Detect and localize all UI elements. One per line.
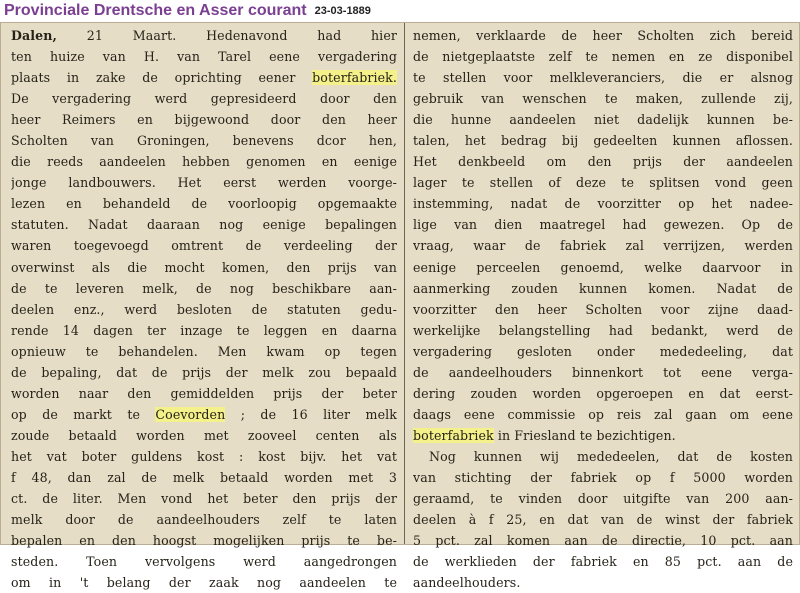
line-text: melk door de aandeelhouders zelf te laten bbox=[11, 512, 397, 528]
article-line bbox=[413, 551, 793, 572]
article-line bbox=[413, 130, 793, 151]
article-line bbox=[11, 109, 397, 130]
article-line bbox=[11, 130, 397, 151]
article-line bbox=[11, 425, 397, 446]
article-line bbox=[11, 67, 397, 88]
article-line bbox=[11, 193, 397, 214]
article-line bbox=[413, 341, 793, 362]
line-text: f 48, dan zal de melk betaald worden met 3 bbox=[11, 469, 397, 485]
line-text: de te leveren melk, de nog beschikbare aan- bbox=[11, 280, 397, 296]
article-line bbox=[413, 425, 793, 446]
line-text: overwinst als die mocht komen, den prijs van bbox=[11, 259, 397, 275]
article-line bbox=[413, 151, 793, 172]
line-text: op de markt te bbox=[11, 406, 156, 422]
article-line bbox=[413, 193, 793, 214]
article-line bbox=[11, 25, 397, 46]
line-text: ; de 16 liter melk bbox=[225, 406, 397, 422]
article-line bbox=[11, 278, 397, 299]
line-text: De vergadering werd gepresideerd door den bbox=[11, 91, 397, 107]
line-text: eenige perceelen genoemd, welke daarvoor in bbox=[413, 259, 793, 275]
article-line bbox=[11, 341, 397, 362]
article-line bbox=[11, 151, 397, 172]
article-line bbox=[413, 488, 793, 509]
line-text: plaats in zake de oprichting eener bbox=[11, 70, 313, 86]
line-text: geraamd, te vinden door uitgifte van 200 aan- bbox=[413, 491, 793, 507]
line-text: statuten. Nadat daaraan nog eenige bepalingen bbox=[11, 217, 397, 233]
line-text: deelen enz., werd besloten de statuten gedu- bbox=[11, 301, 397, 317]
article-line bbox=[413, 320, 793, 341]
article-column-left bbox=[11, 25, 397, 593]
article-line bbox=[11, 572, 397, 593]
line-text: steden. Toen vervolgens werd aangedrongen bbox=[11, 554, 397, 570]
line-text: van stichting der fabriek op f 5000 worden bbox=[413, 469, 793, 485]
article-line bbox=[413, 446, 793, 467]
article-line bbox=[413, 109, 793, 130]
line-text: instemming, nadat de voorzitter op het nadee- bbox=[413, 196, 793, 212]
line-text: aanmerking zouden kunnen komen. Nadat de bbox=[413, 280, 793, 296]
line-text: lige van dien maatregel had gewezen. Op de bbox=[413, 217, 793, 233]
line-text: worden naar den gemiddelden prijs der beter bbox=[11, 385, 397, 401]
line-text: dering zouden worden opgeroepen en dat eerst- bbox=[413, 385, 793, 401]
article-line bbox=[11, 446, 397, 467]
article-line bbox=[413, 235, 793, 256]
line-text: ct. de liter. Men vond het beter den prijs der bbox=[11, 491, 397, 507]
line-text: voorzitter den heer Scholten voor zijne daad- bbox=[413, 301, 793, 317]
article-line bbox=[413, 383, 793, 404]
line-text: gebruik van wenschen te maken, zullende zij, bbox=[413, 91, 793, 107]
line-text: talen, het bedrag bij gedeelten kunnen aflossen. bbox=[413, 133, 793, 149]
line-text: lezen en behandeld de voorloopig opgemaakte bbox=[11, 196, 397, 212]
line-text: heer Reimers en bijgewoond door den heer bbox=[11, 112, 397, 128]
line-text: aandeelhouders. bbox=[413, 575, 521, 591]
line-text: Scholten van Groningen, benevens dcor hen, bbox=[11, 133, 397, 149]
line-text: de aandeelhouders binnenkort tot eene verga- bbox=[413, 364, 793, 380]
article-line bbox=[413, 172, 793, 193]
article-line bbox=[413, 572, 793, 593]
line-text: bepalen en den hoogst mogelijken prijs te be- bbox=[11, 533, 397, 549]
article-line bbox=[413, 467, 793, 488]
line-text: Nog kunnen wij mededeelen, dat de kosten bbox=[429, 448, 793, 464]
highlighted-term: Coevorden bbox=[155, 406, 226, 422]
article-line bbox=[11, 88, 397, 109]
line-text: die hunne aandeelen niet dadelijk kunnen be- bbox=[413, 112, 793, 128]
line-text: die reeds aandeelen hebben genomen en eenige bbox=[11, 154, 397, 170]
line-text: in Friesland te bezichtigen. bbox=[493, 427, 676, 443]
line-text: Het denkbeeld om den prijs der aandeelen bbox=[413, 154, 793, 170]
line-text: jonge landbouwers. Het eerst werden voorge- bbox=[11, 175, 397, 191]
article-line bbox=[413, 67, 793, 88]
article-line bbox=[11, 509, 397, 530]
article-line bbox=[11, 299, 397, 320]
column-divider bbox=[404, 23, 405, 544]
article-line bbox=[11, 257, 397, 278]
article-column-right bbox=[413, 25, 793, 593]
article-line bbox=[413, 404, 793, 425]
newspaper-title: Provinciale Drentsche en Asser courant bbox=[4, 2, 307, 19]
dateline-place: Dalen, bbox=[11, 28, 58, 43]
line-text: opnieuw te behandelen. Men kwam op tegen bbox=[11, 343, 397, 359]
article-line bbox=[11, 46, 397, 67]
line-text: om in 't belang der zaak nog aandeelen te bbox=[11, 575, 397, 591]
line-text: de nietgeplaatste zelf te nemen en ze disponibel bbox=[413, 49, 793, 65]
article-line bbox=[413, 362, 793, 383]
article-line bbox=[413, 257, 793, 278]
highlighted-term: boterfabriek. bbox=[312, 70, 397, 86]
line-text: zoude betaald worden met zooveel centen als bbox=[11, 427, 397, 443]
article-line bbox=[11, 320, 397, 341]
publication-date: 23-03-1889 bbox=[314, 5, 371, 17]
article-line bbox=[413, 530, 793, 551]
page-header bbox=[0, 0, 800, 22]
line-text: te stellen voor melkleveranciers, die er alsnog bbox=[413, 70, 793, 86]
article-line bbox=[413, 278, 793, 299]
line-text: vraag, waar de fabriek zal verrijzen, werden bbox=[413, 238, 793, 254]
article-line bbox=[413, 509, 793, 530]
article-line bbox=[11, 383, 397, 404]
line-text: de bepaling, dat de prijs der melk zou bepaald bbox=[11, 364, 397, 380]
article-line bbox=[11, 488, 397, 509]
line-text: 21 Maart. Hedenavond had hier bbox=[57, 28, 397, 43]
line-text: waren toegevoegd omtrent de verdeeling der bbox=[11, 238, 397, 254]
line-text: vergadering gesloten onder mededeeling, dat bbox=[413, 343, 793, 359]
article-line bbox=[11, 530, 397, 551]
article-line bbox=[413, 214, 793, 235]
line-text: de werklieden der fabriek en 85 pct. aan de bbox=[413, 554, 793, 570]
line-text: 5 pct. zal komen aan de directie, 10 pct. aan bbox=[413, 533, 793, 549]
article-line bbox=[11, 235, 397, 256]
article-line bbox=[11, 172, 397, 193]
article-line bbox=[11, 551, 397, 572]
line-text: daags eene commissie op reis zal gaan om eene bbox=[413, 406, 793, 422]
article-line bbox=[413, 25, 793, 46]
line-text: ten huize van H. van Tarel eene vergadering bbox=[11, 49, 397, 65]
highlighted-term: boterfabriek bbox=[413, 427, 494, 443]
article-line bbox=[413, 88, 793, 109]
article-line bbox=[11, 404, 397, 425]
line-text: lager te stellen of deze te splitsen vond geen bbox=[413, 175, 793, 191]
line-text: nemen, verklaarde de heer Scholten zich bereid bbox=[413, 28, 793, 43]
line-text: deelen à f 25, en dat van de winst der fabriek bbox=[413, 512, 793, 528]
line-text: rende 14 dagen ter inzage te leggen en daarna bbox=[11, 322, 397, 338]
article-line bbox=[11, 214, 397, 235]
article-line bbox=[413, 46, 793, 67]
line-text: werkelijke belangstelling had bedankt, werd de bbox=[413, 322, 793, 338]
article-line bbox=[11, 362, 397, 383]
article-line bbox=[413, 299, 793, 320]
line-text: het vat boter guldens kost : kost bijv. het vat bbox=[11, 448, 397, 464]
article-line bbox=[11, 467, 397, 488]
newspaper-clipping bbox=[0, 22, 800, 591]
